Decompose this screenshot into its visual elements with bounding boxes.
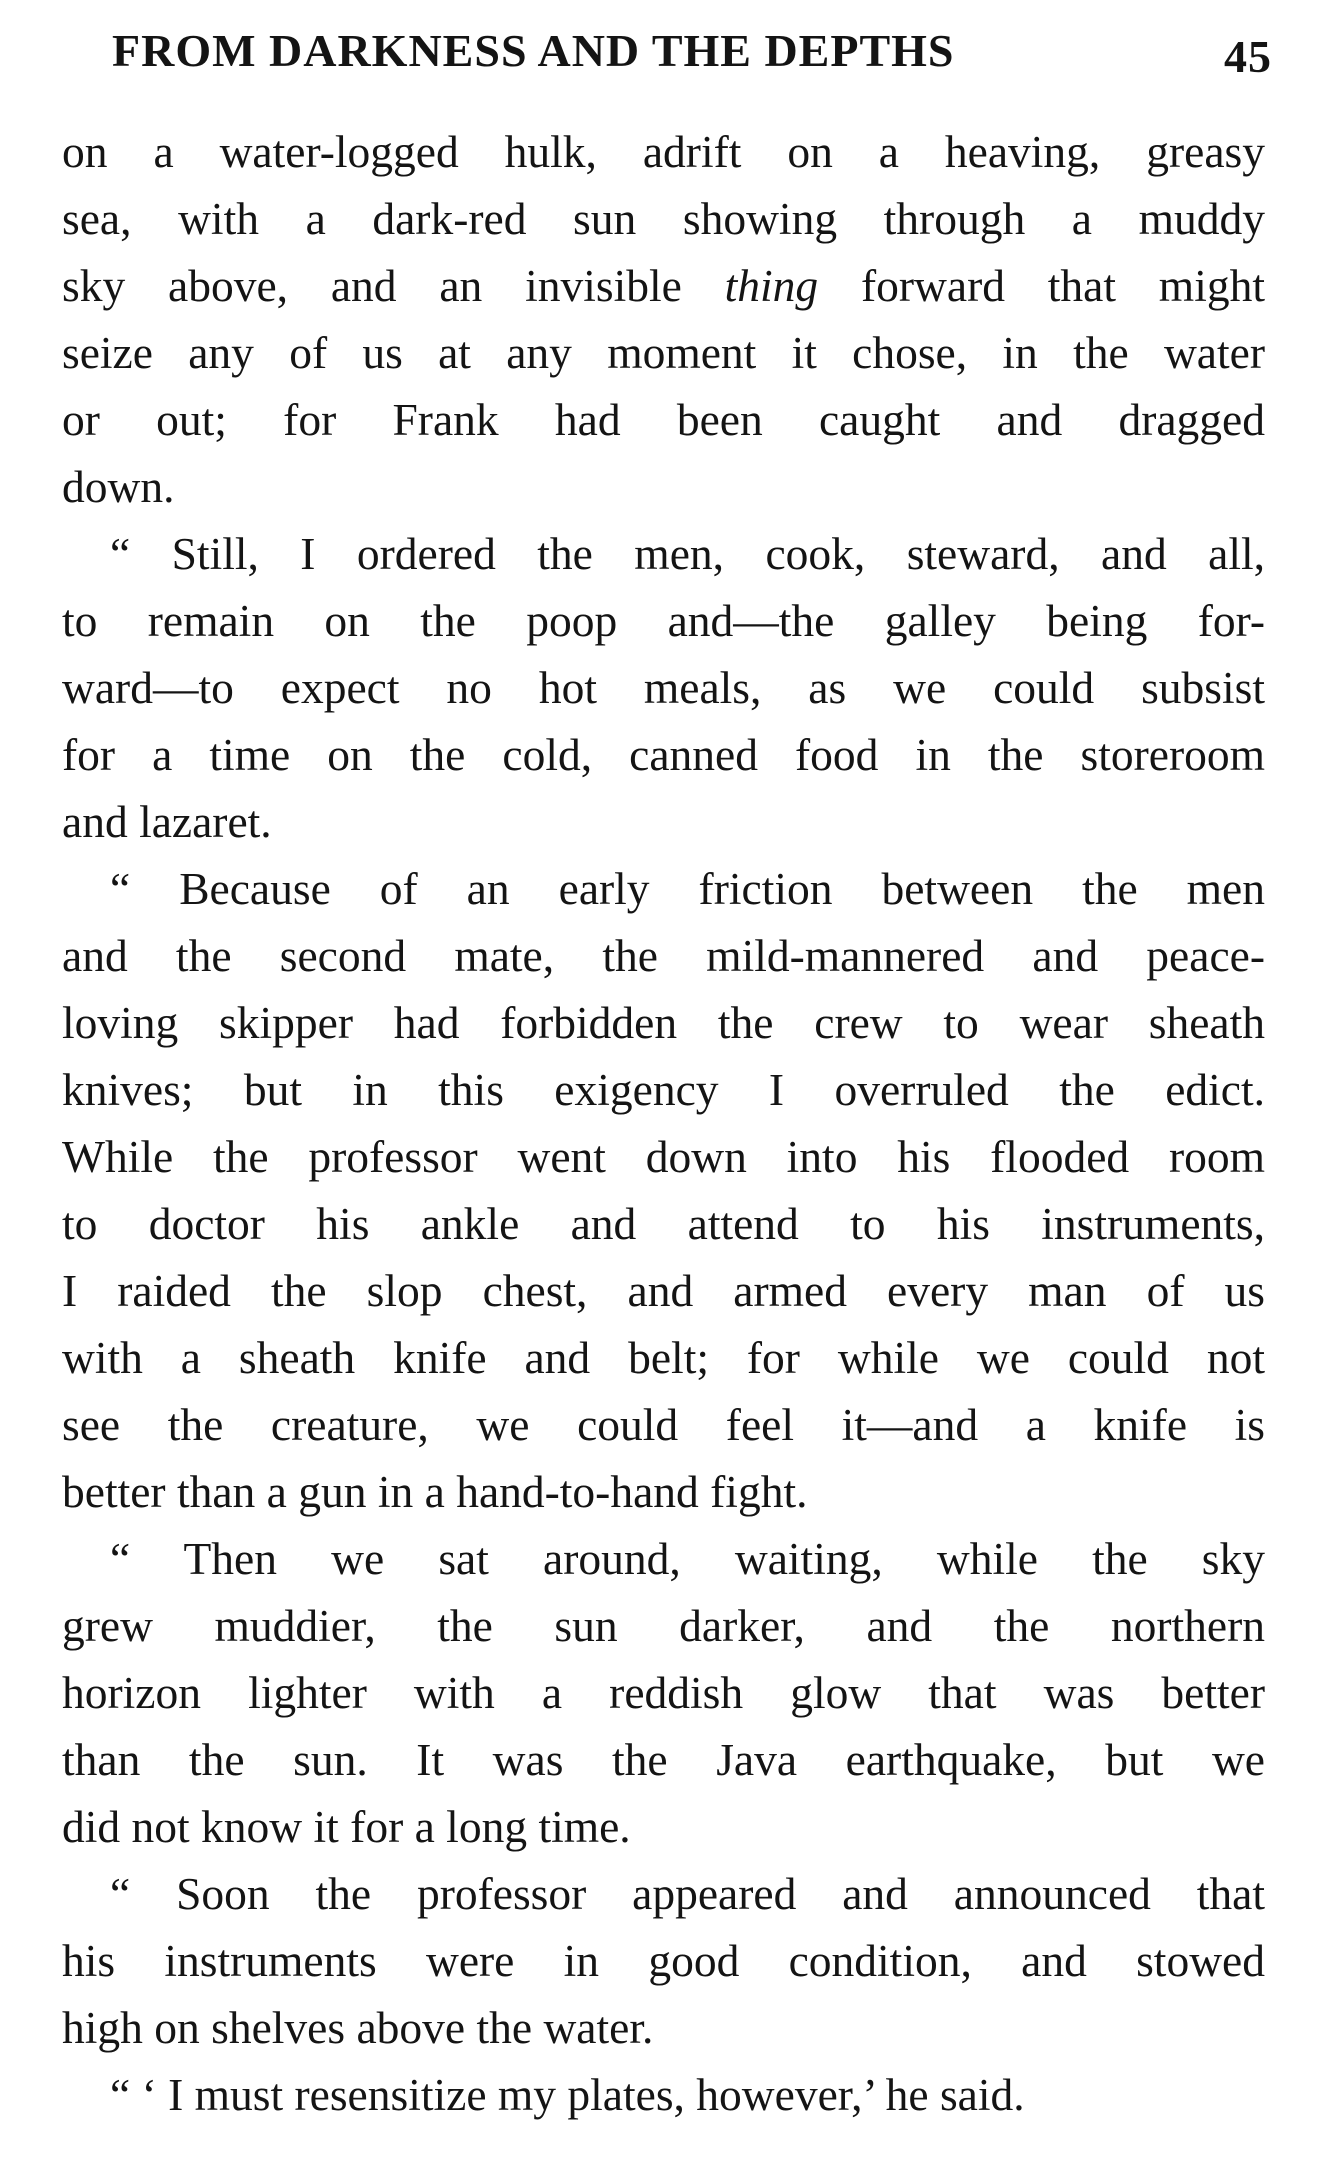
text-line: than the sun. It was the Java earthquake, but we (62, 1734, 1265, 1785)
text-line: horizon lighter with a reddish glow that was better (62, 1667, 1265, 1718)
text-line: to doctor his ankle and attend to his instruments, (62, 1198, 1265, 1249)
text-line (62, 252, 1265, 319)
running-head (112, 24, 1272, 94)
text-line: and lazaret. (62, 796, 272, 847)
running-head-title: FROM DARKNESS AND THE DEPTHS (112, 25, 955, 76)
text-line: better than a gun in a hand-to-hand fight. (62, 1466, 808, 1517)
text-line: “ Then we sat around, waiting, while the sky (110, 1533, 1265, 1584)
text-line: to remain on the poop and—the galley being for- (62, 595, 1265, 646)
text-line-part: sky above, and an invisible (62, 260, 725, 311)
text-line: “ ‘ I must resensitize my plates, however,’ he said. (110, 2069, 1025, 2120)
text-line: “ Because of an early friction between the men (110, 863, 1265, 914)
text-line: While the professor went down into his flooded room (62, 1131, 1265, 1182)
text-line: for a time on the cold, canned food in the storeroom (62, 729, 1265, 780)
text-line: and the second mate, the mild-mannered and peace- (62, 930, 1265, 981)
text-line: on a water-logged hulk, adrift on a heaving, greasy (62, 126, 1265, 177)
text-line: “ Soon the professor appeared and announced that (110, 1868, 1265, 1919)
italic-word: thing (724, 260, 819, 311)
text-line: I raided the slop chest, and armed every man of us (62, 1265, 1265, 1316)
text-line: high on shelves above the water. (62, 2002, 654, 2053)
text-line: grew muddier, the sun darker, and the northern (62, 1600, 1265, 1651)
text-line: with a sheath knife and belt; for while we could not (62, 1332, 1265, 1383)
text-line: ward—to expect no hot meals, as we could subsist (62, 662, 1265, 713)
text-line: “ Still, I ordered the men, cook, steward, and all, (110, 528, 1265, 579)
text-line: sea, with a dark-red sun showing through a muddy (62, 193, 1265, 244)
text-line: or out; for Frank had been caught and dragged (62, 394, 1265, 445)
text-line: knives; but in this exigency I overruled the edict. (62, 1064, 1265, 1115)
text-line: seize any of us at any moment it chose, in the water (62, 327, 1265, 378)
text-line: his instruments were in good condition, and stowed (62, 1935, 1265, 1986)
text-line-part: forward that might (818, 260, 1265, 311)
text-line: loving skipper had forbidden the crew to wear sheath (62, 997, 1265, 1048)
text-line: down. (62, 461, 175, 512)
text-line: did not know it for a long time. (62, 1801, 631, 1852)
text-line: see the creature, we could feel it—and a knife is (62, 1399, 1265, 1450)
body-text (62, 118, 1265, 2128)
page-number: 45 (1224, 31, 1272, 82)
